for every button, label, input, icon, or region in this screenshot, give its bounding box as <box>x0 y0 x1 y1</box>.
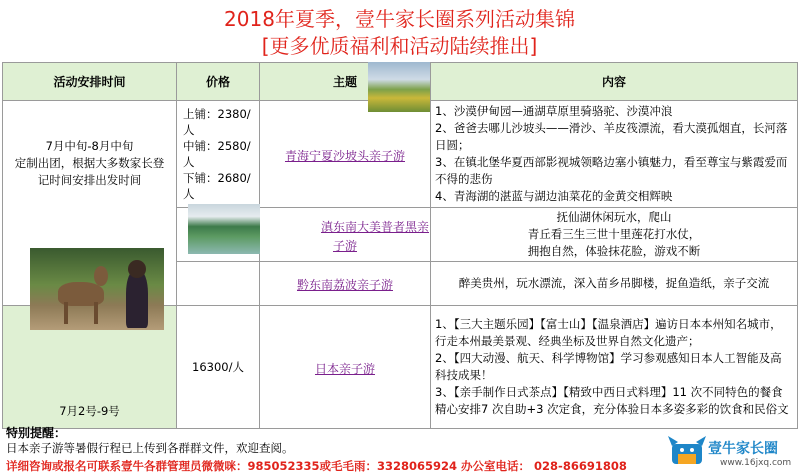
logo-url: www.16jxq.com <box>720 458 792 468</box>
header-theme: 主题 <box>260 63 431 101</box>
title-line-1: 2018年夏季，壹牛家长圈系列活动集锦 <box>224 7 575 31</box>
contact-info: 详细咨询或报名可联系壹牛各群管理员微微咪：985052335或毛毛雨：3328065924 办公室电话： 028-86691808 <box>6 459 627 473</box>
price-cell-empty <box>177 262 260 306</box>
content-cell-qinghai <box>431 101 798 208</box>
price-text: 16300/人 <box>192 360 244 374</box>
theme-link-yunnan[interactable]: 滇东南大美普者黑亲子游 <box>320 219 429 253</box>
lake-photo <box>188 204 260 254</box>
theme-cell-yunnan <box>260 208 431 262</box>
content-line: 3、在镇北堡华夏西部影视城领略边塞小镇魅力，看至尊宝与紫霞爱而不得的悲伤 <box>435 155 788 186</box>
theme-cell-guizhou <box>260 262 431 306</box>
reminder-note: 日本亲子游等暑假行程已上传到各群群文件，欢迎查阅。 <box>6 441 294 455</box>
theme-link-qinghai[interactable]: 青海宁夏沙坡头亲子游 <box>284 148 405 163</box>
content-line: 抚仙湖休闲玩水，爬山 <box>556 210 672 224</box>
time-line: 记时间安排出发时间 <box>37 172 142 187</box>
bull-logo-icon <box>668 434 706 470</box>
time-line: 定制出团，根据大多数家长登 <box>14 155 165 170</box>
content-line: 1、【三大主题乐园】【富士山】【温泉酒店】遍访日本本州知名城市， 行走本州最美景观、经典坐标及世界自然文化遗产； <box>435 317 782 348</box>
logo-name: 壹牛家长圈 <box>708 441 778 457</box>
time-text: 7月2号-9号 <box>59 404 120 418</box>
table-row <box>3 101 798 208</box>
content-line: 醉美贵州，玩水漂流，深入苗乡吊脚楼，捉鱼造纸，亲子交流 <box>458 276 770 290</box>
content-cell-yunnan <box>431 208 798 262</box>
special-reminder-title: 特别提醒： <box>6 426 67 440</box>
price-line: 中铺：2580/人 <box>183 139 251 169</box>
brand-logo <box>668 434 794 472</box>
content-line: 青丘看三生三世十里莲花打水仗， <box>527 227 701 241</box>
activity-table <box>2 62 798 429</box>
price-cell-japan <box>177 306 260 429</box>
content-cell-japan <box>431 306 798 429</box>
desert-field-photo <box>368 62 430 112</box>
header-content: 内容 <box>431 63 798 101</box>
content-line: 拥抱自然，体验抹花脸，游戏不断 <box>527 244 701 258</box>
theme-cell-qinghai <box>260 101 431 208</box>
content-line: 4、青海湖的湛蓝与湖边油菜花的金黄交相辉映 <box>435 189 673 203</box>
time-line: 7月中旬-8月中旬 <box>45 138 134 153</box>
price-line: 下铺：2680/人 <box>183 171 251 201</box>
content-line: 3、【亲手制作日式茶点】【精致中西日式料理】11 次不同特色的餐食精心安排7 次自助+3 次定食，充分体验日本多姿多彩的饮食和民俗文 <box>435 385 789 416</box>
title-line-2: [更多优质福利和活动陆续推出] <box>261 34 538 58</box>
deer-photo <box>30 248 164 330</box>
content-line: 2、爸爸去哪儿沙坡头——滑沙、羊皮筏漂流，看大漠孤烟直，长河落日圆； <box>435 121 788 152</box>
theme-link-japan[interactable]: 日本亲子游 <box>314 361 375 376</box>
header-price: 价格 <box>177 63 260 101</box>
header-time: 活动安排时间 <box>3 63 177 101</box>
theme-cell-japan <box>260 306 431 429</box>
content-line: 1、沙漠伊甸园—通湖草原里骑骆驼、沙漠冲浪 <box>435 104 673 118</box>
price-line: 上铺：2380/人 <box>183 107 251 137</box>
content-line: 2、【四大动漫、航天、科学博物馆】学习参观感知日本人工智能及高科技成果！ <box>435 351 782 382</box>
content-cell-guizhou <box>431 262 798 306</box>
price-cell-qinghai <box>177 101 260 208</box>
theme-link-guizhou[interactable]: 黔东南荔波亲子游 <box>296 278 393 292</box>
